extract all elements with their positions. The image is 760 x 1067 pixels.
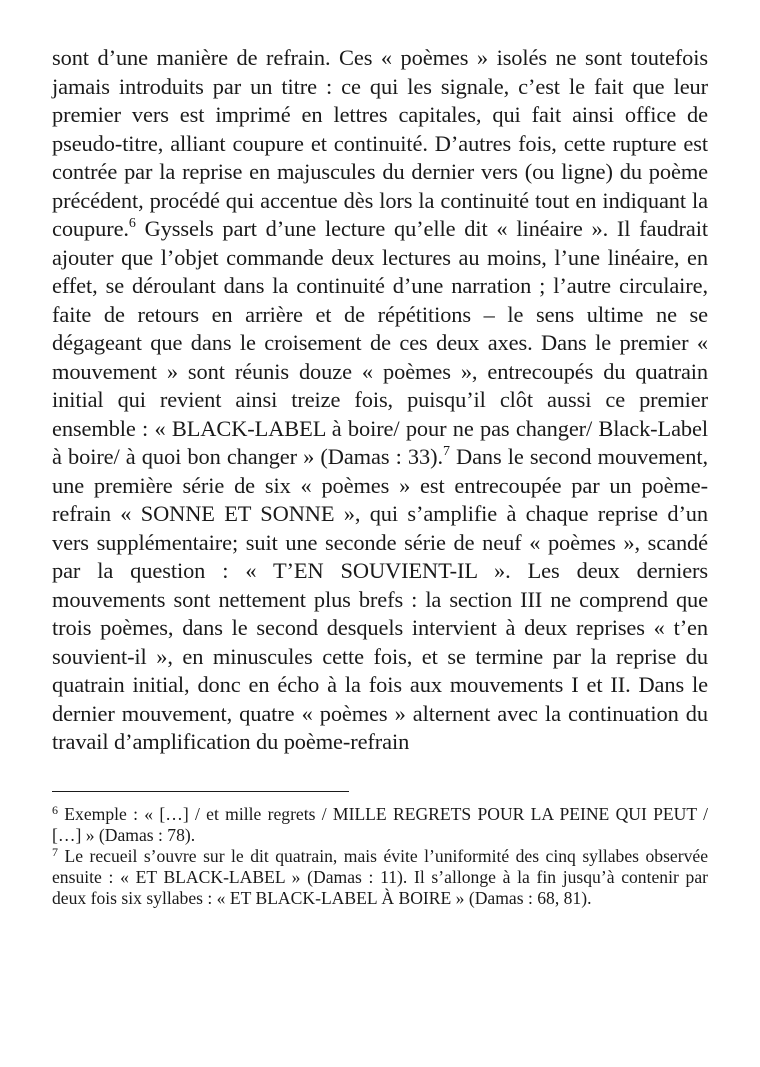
footnote-number: 6 xyxy=(52,802,58,817)
paragraph-text-part-3: Dans le second mouvement, une première série de six « poèmes » est entrecoupée par un poème-refrain « SONNE ET SONNE », qui s’amplifie à chaque reprise d’un vers supplémentaire; suit une seconde série de neuf « poèmes », scandé par la question : « T’EN SOUVIENT-IL ». Les deux derniers mouvements sont nettement plus brefs : la section III ne comprend que trois poèmes, dans le second desquels intervient à deux reprises « t’en souvient-il », en minuscules cette fois, et se termine par la reprise du quatrain initial, donc en écho à la fois aux mouvements I et II. Dans le dernier mouvement, quatre « poèmes » alternent avec la continuation du travail d’amplification du poème-refrain xyxy=(52,444,708,754)
footnote-number: 7 xyxy=(52,844,58,859)
document-page xyxy=(52,44,708,909)
footnote-reference-7[interactable]: 7 xyxy=(442,444,450,459)
main-paragraph xyxy=(52,44,708,757)
footnote-6 xyxy=(52,804,708,846)
footnote-reference-6[interactable]: 6 xyxy=(128,216,136,231)
paragraph-text-part-2: Gyssels part d’une lecture qu’elle dit « linéaire ». Il faudrait ajouter que l’objet commande deux lectures au moins, l’une linéaire, en effet, se déroulant dans la continuité d’une narration ; l’autre circulaire, faite de retours en arrière et de répétitions – le sens ultime ne se dégageant que dans le croisement de ces deux axes. Dans le premier « mouvement » sont réunis douze « poèmes », entrecoupés du quatrain initial qui revient ainsi treize fois, puisqu’il clôt aussi ce premier ensemble : « BLACK-LABEL à boire/ pour ne pas changer/ Black-Label à boire/ à quoi bon changer » (Damas : 33). xyxy=(52,216,708,469)
footnote-7 xyxy=(52,846,708,909)
footnotes-section xyxy=(52,804,708,909)
footnote-text: Exemple : « […] / et mille regrets / MILLE REGRETS POUR LA PEINE QUI PEUT / […] » (Damas : 78). xyxy=(52,803,708,845)
footnote-divider xyxy=(52,791,349,792)
footnote-text: Le recueil s’ouvre sur le dit quatrain, mais évite l’uniformité des cinq syllabes observée ensuite : « ET BLACK-LABEL » (Damas : 11). Il s’allonge à la fin jusqu’à contenir par deux fois six syllabes : « ET BLACK-LABEL À BOIRE » (Damas : 68, 81). xyxy=(52,845,708,908)
paragraph-text-part-1: sont d’une manière de refrain. Ces « poèmes » isolés ne sont toutefois jamais introduits par un titre : ce qui les signale, c’est le fait que leur premier vers est imprimé en lettres capitales, qui fait ainsi office de pseudo-titre, alliant coupure et continuité. D’autres fois, cette rupture est contrée par la reprise en majuscules du dernier vers (ou ligne) du poème précédent, procédé qui accentue dès lors la continuité tout en indiquant la coupure. xyxy=(52,45,708,241)
